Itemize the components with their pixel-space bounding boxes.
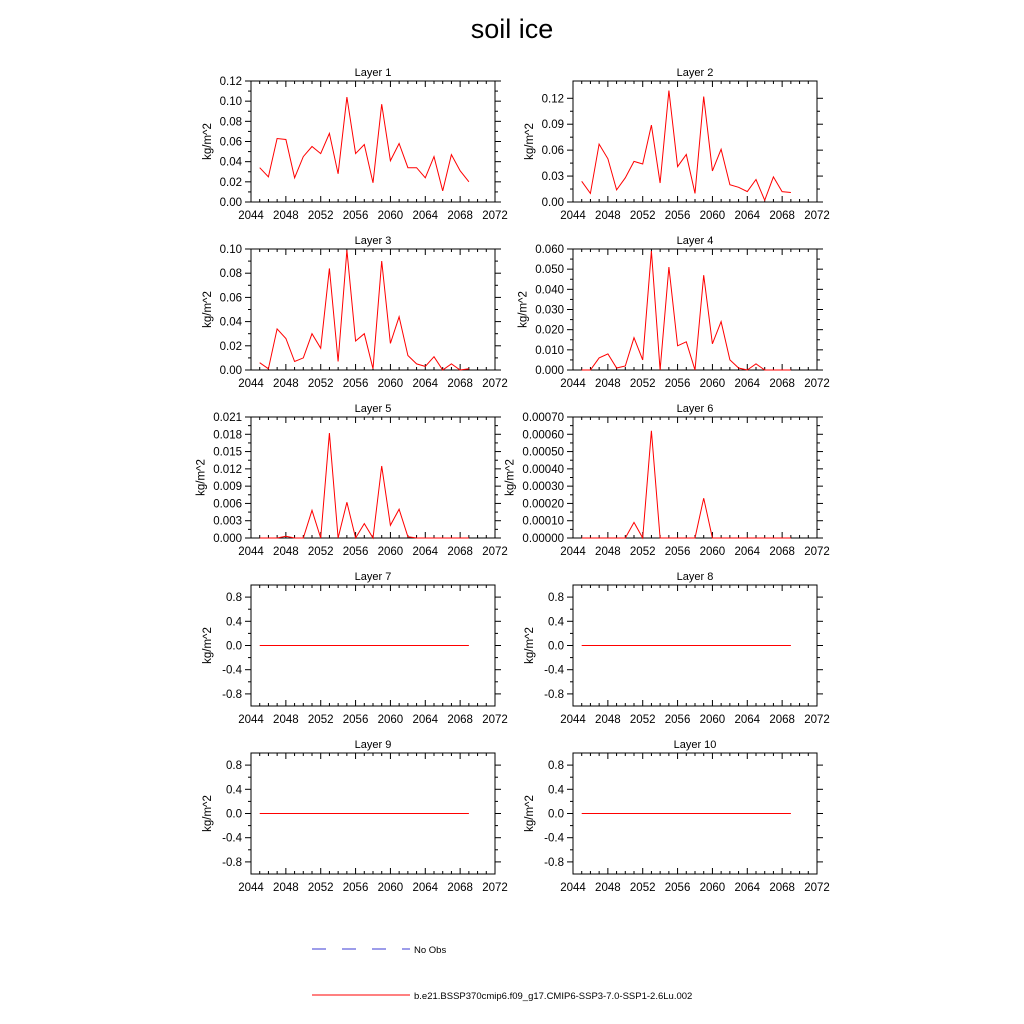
series-line xyxy=(582,431,791,538)
x-tick-label: 2052 xyxy=(307,882,334,894)
x-tick-label: 2044 xyxy=(238,714,264,726)
y-tick-label: 0.02 xyxy=(219,340,242,353)
x-tick-label: 2064 xyxy=(412,378,439,390)
legend-label: No Obs xyxy=(414,945,447,956)
panel-title: Layer 4 xyxy=(676,235,714,247)
y-tick-label: 0.00050 xyxy=(522,446,564,459)
y-tick-label: 0.040 xyxy=(535,284,564,297)
x-tick-label: 2048 xyxy=(273,714,299,726)
y-tick-label: 0.4 xyxy=(226,784,242,797)
y-tick-label: 0.00060 xyxy=(522,429,564,442)
x-tick-label: 2068 xyxy=(447,882,473,894)
y-tick-label: 0.00020 xyxy=(522,498,564,511)
y-axis-label: kg/m^2 xyxy=(524,795,536,832)
x-tick-label: 2072 xyxy=(804,546,830,558)
plot-frame xyxy=(573,81,817,202)
y-tick-label: 0.009 xyxy=(213,481,242,494)
y-tick-label: 0.00010 xyxy=(522,515,564,528)
x-tick-label: 2052 xyxy=(629,714,656,726)
y-tick-label: 0.06 xyxy=(541,145,564,158)
x-tick-label: 2044 xyxy=(560,210,586,222)
y-tick-label: 0.060 xyxy=(535,244,564,256)
y-tick-label: 0.4 xyxy=(548,784,564,797)
x-tick-label: 2068 xyxy=(769,714,795,726)
y-tick-label: 0.10 xyxy=(219,244,242,256)
plot-frame xyxy=(251,417,495,538)
y-tick-label: -0.4 xyxy=(222,832,242,845)
y-tick-label: 0.000 xyxy=(213,533,242,545)
x-tick-label: 2060 xyxy=(699,714,726,726)
x-tick-label: 2056 xyxy=(342,210,369,222)
y-axis-label: kg/m^2 xyxy=(517,291,530,328)
y-tick-label: 0.08 xyxy=(219,116,242,129)
panel-title: Layer 3 xyxy=(354,235,392,247)
y-tick-label: 0.003 xyxy=(213,515,242,528)
x-tick-label: 2048 xyxy=(595,210,621,222)
chart-panel-6 xyxy=(505,403,830,558)
chart-panel-8 xyxy=(524,571,830,726)
chart-panel-4 xyxy=(518,235,830,390)
x-tick-label: 2056 xyxy=(664,210,691,222)
y-tick-label: 0.12 xyxy=(219,76,242,88)
x-tick-label: 2072 xyxy=(482,546,508,558)
legend xyxy=(312,945,692,1002)
panel-title: Layer 9 xyxy=(354,739,392,751)
x-tick-label: 2048 xyxy=(595,882,621,894)
panel-title: Layer 5 xyxy=(354,403,392,415)
y-tick-label: 0.04 xyxy=(219,156,242,169)
x-tick-label: 2048 xyxy=(273,882,299,894)
series-line xyxy=(260,97,469,191)
x-tick-label: 2072 xyxy=(804,378,830,390)
x-tick-label: 2060 xyxy=(377,546,404,558)
x-tick-label: 2068 xyxy=(769,882,795,894)
y-tick-label: 0.0 xyxy=(548,808,564,821)
panel-title: Layer 2 xyxy=(676,67,714,79)
y-tick-label: 0.012 xyxy=(213,463,242,476)
x-tick-label: 2048 xyxy=(595,714,621,726)
y-tick-label: 0.8 xyxy=(226,592,242,605)
x-tick-label: 2056 xyxy=(664,546,691,558)
x-tick-label: 2064 xyxy=(412,882,439,894)
x-tick-label: 2064 xyxy=(734,714,761,726)
x-tick-label: 2044 xyxy=(238,882,264,894)
series-line xyxy=(260,250,469,370)
chart-panel-1 xyxy=(202,67,508,222)
y-tick-label: 0.010 xyxy=(535,344,564,357)
panel-title: Layer 6 xyxy=(676,403,714,415)
x-tick-label: 2044 xyxy=(560,546,586,558)
y-tick-label: 0.8 xyxy=(226,760,242,773)
y-tick-label: 0.021 xyxy=(213,412,242,424)
y-axis-label: kg/m^2 xyxy=(202,795,214,832)
panel-title: Layer 7 xyxy=(354,571,392,583)
x-tick-label: 2064 xyxy=(734,210,761,222)
y-tick-label: -0.4 xyxy=(544,832,564,845)
x-tick-label: 2068 xyxy=(447,714,473,726)
y-axis-label: kg/m^2 xyxy=(524,123,536,160)
y-tick-label: -0.4 xyxy=(222,664,242,677)
x-tick-label: 2068 xyxy=(447,546,473,558)
chart-panel-7 xyxy=(202,571,508,726)
y-tick-label: 0.030 xyxy=(535,304,564,317)
x-tick-label: 2052 xyxy=(307,714,334,726)
chart-panel-3 xyxy=(202,235,508,390)
x-tick-label: 2044 xyxy=(238,378,264,390)
y-tick-label: 0.12 xyxy=(541,93,564,106)
x-tick-label: 2060 xyxy=(377,882,404,894)
x-tick-label: 2072 xyxy=(482,882,508,894)
plot-frame xyxy=(573,417,817,538)
x-tick-label: 2056 xyxy=(342,714,369,726)
y-axis-label: kg/m^2 xyxy=(504,459,517,496)
y-tick-label: -0.8 xyxy=(544,856,564,869)
x-tick-label: 2052 xyxy=(629,210,656,222)
y-tick-label: 0.018 xyxy=(213,429,242,442)
legend-label: b.e21.BSSP370cmip6.f09_g17.CMIP6-SSP3-7.0-SSP1-2.6Lu.002 xyxy=(414,991,693,1002)
y-tick-label: -0.8 xyxy=(222,688,242,701)
x-tick-label: 2044 xyxy=(238,546,264,558)
chart-panel-10 xyxy=(524,739,830,894)
x-tick-label: 2072 xyxy=(804,882,830,894)
x-tick-label: 2048 xyxy=(595,546,621,558)
x-tick-label: 2048 xyxy=(595,378,621,390)
x-tick-label: 2064 xyxy=(734,882,761,894)
x-tick-label: 2048 xyxy=(273,378,299,390)
x-tick-label: 2056 xyxy=(342,378,369,390)
x-tick-label: 2052 xyxy=(307,546,334,558)
x-tick-label: 2044 xyxy=(238,210,264,222)
y-tick-label: 0.015 xyxy=(213,446,242,459)
x-tick-label: 2060 xyxy=(699,378,726,390)
series-line xyxy=(582,91,791,201)
x-tick-label: 2072 xyxy=(804,714,830,726)
y-tick-label: 0.4 xyxy=(548,616,564,629)
y-tick-label: 0.00000 xyxy=(522,533,564,545)
y-tick-label: 0.0 xyxy=(226,808,242,821)
y-tick-label: 0.04 xyxy=(219,316,242,329)
y-tick-label: 0.09 xyxy=(541,119,564,132)
y-tick-label: 0.08 xyxy=(219,268,242,281)
x-tick-label: 2060 xyxy=(699,210,726,222)
panel-title: Layer 1 xyxy=(354,67,392,79)
x-tick-label: 2068 xyxy=(447,210,473,222)
y-tick-label: 0.06 xyxy=(219,136,242,149)
y-tick-label: 0.03 xyxy=(541,171,564,184)
x-tick-label: 2068 xyxy=(769,546,795,558)
plot-frame xyxy=(573,249,817,370)
x-tick-label: 2072 xyxy=(804,210,830,222)
y-tick-label: 0.0 xyxy=(548,640,564,653)
x-tick-label: 2060 xyxy=(377,714,404,726)
x-tick-label: 2056 xyxy=(664,378,691,390)
x-tick-label: 2044 xyxy=(560,378,586,390)
y-tick-label: 0.4 xyxy=(226,616,242,629)
series-line xyxy=(582,251,791,370)
x-tick-label: 2072 xyxy=(482,210,508,222)
plot-frame xyxy=(251,249,495,370)
y-tick-label: 0.00070 xyxy=(522,412,564,424)
panel-title: Layer 8 xyxy=(676,571,714,583)
y-tick-label: 0.00 xyxy=(219,197,242,209)
x-tick-label: 2064 xyxy=(412,714,439,726)
y-axis-label: kg/m^2 xyxy=(202,627,214,664)
chart-panel-9 xyxy=(202,739,508,894)
y-tick-label: 0.00 xyxy=(541,197,564,209)
chart-panel-5 xyxy=(196,403,508,558)
y-tick-label: 0.06 xyxy=(219,292,242,305)
x-tick-label: 2052 xyxy=(629,546,656,558)
y-tick-label: -0.8 xyxy=(544,688,564,701)
x-tick-label: 2064 xyxy=(734,378,761,390)
x-tick-label: 2056 xyxy=(664,882,691,894)
x-tick-label: 2064 xyxy=(412,210,439,222)
y-tick-label: -0.4 xyxy=(544,664,564,677)
series-line xyxy=(260,433,469,538)
y-tick-label: 0.8 xyxy=(548,592,564,605)
y-tick-label: 0.00 xyxy=(219,365,242,377)
y-axis-label: kg/m^2 xyxy=(202,291,214,328)
x-tick-label: 2060 xyxy=(377,378,404,390)
figure-title: soil ice xyxy=(470,14,554,44)
y-tick-label: -0.8 xyxy=(222,856,242,869)
y-tick-label: 0.8 xyxy=(548,760,564,773)
x-tick-label: 2052 xyxy=(629,882,656,894)
chart-panel-2 xyxy=(524,67,830,222)
y-axis-label: kg/m^2 xyxy=(195,459,208,496)
y-tick-label: 0.10 xyxy=(219,96,242,109)
x-tick-label: 2044 xyxy=(560,714,586,726)
x-tick-label: 2056 xyxy=(342,882,369,894)
y-tick-label: 0.00030 xyxy=(522,481,564,494)
y-tick-label: 0.02 xyxy=(219,176,242,189)
x-tick-label: 2052 xyxy=(307,378,334,390)
x-tick-label: 2072 xyxy=(482,378,508,390)
x-tick-label: 2060 xyxy=(699,546,726,558)
x-tick-label: 2068 xyxy=(769,378,795,390)
y-tick-label: 0.00040 xyxy=(522,463,564,476)
panel-title: Layer 10 xyxy=(673,739,717,751)
x-tick-label: 2060 xyxy=(699,882,726,894)
x-tick-label: 2064 xyxy=(412,546,439,558)
x-tick-label: 2052 xyxy=(629,378,656,390)
x-tick-label: 2068 xyxy=(447,378,473,390)
x-tick-label: 2048 xyxy=(273,546,299,558)
y-axis-label: kg/m^2 xyxy=(524,627,536,664)
y-tick-label: 0.050 xyxy=(535,264,564,277)
x-tick-label: 2060 xyxy=(377,210,404,222)
x-tick-label: 2056 xyxy=(342,546,369,558)
x-tick-label: 2048 xyxy=(273,210,299,222)
y-tick-label: 0.0 xyxy=(226,640,242,653)
x-tick-label: 2064 xyxy=(734,546,761,558)
x-tick-label: 2068 xyxy=(769,210,795,222)
x-tick-label: 2044 xyxy=(560,882,586,894)
plot-frame xyxy=(251,81,495,202)
y-axis-label: kg/m^2 xyxy=(202,123,214,160)
y-tick-label: 0.000 xyxy=(535,365,564,377)
x-tick-label: 2056 xyxy=(664,714,691,726)
y-tick-label: 0.020 xyxy=(535,324,564,337)
x-tick-label: 2052 xyxy=(307,210,334,222)
y-tick-label: 0.006 xyxy=(213,498,242,511)
x-tick-label: 2072 xyxy=(482,714,508,726)
